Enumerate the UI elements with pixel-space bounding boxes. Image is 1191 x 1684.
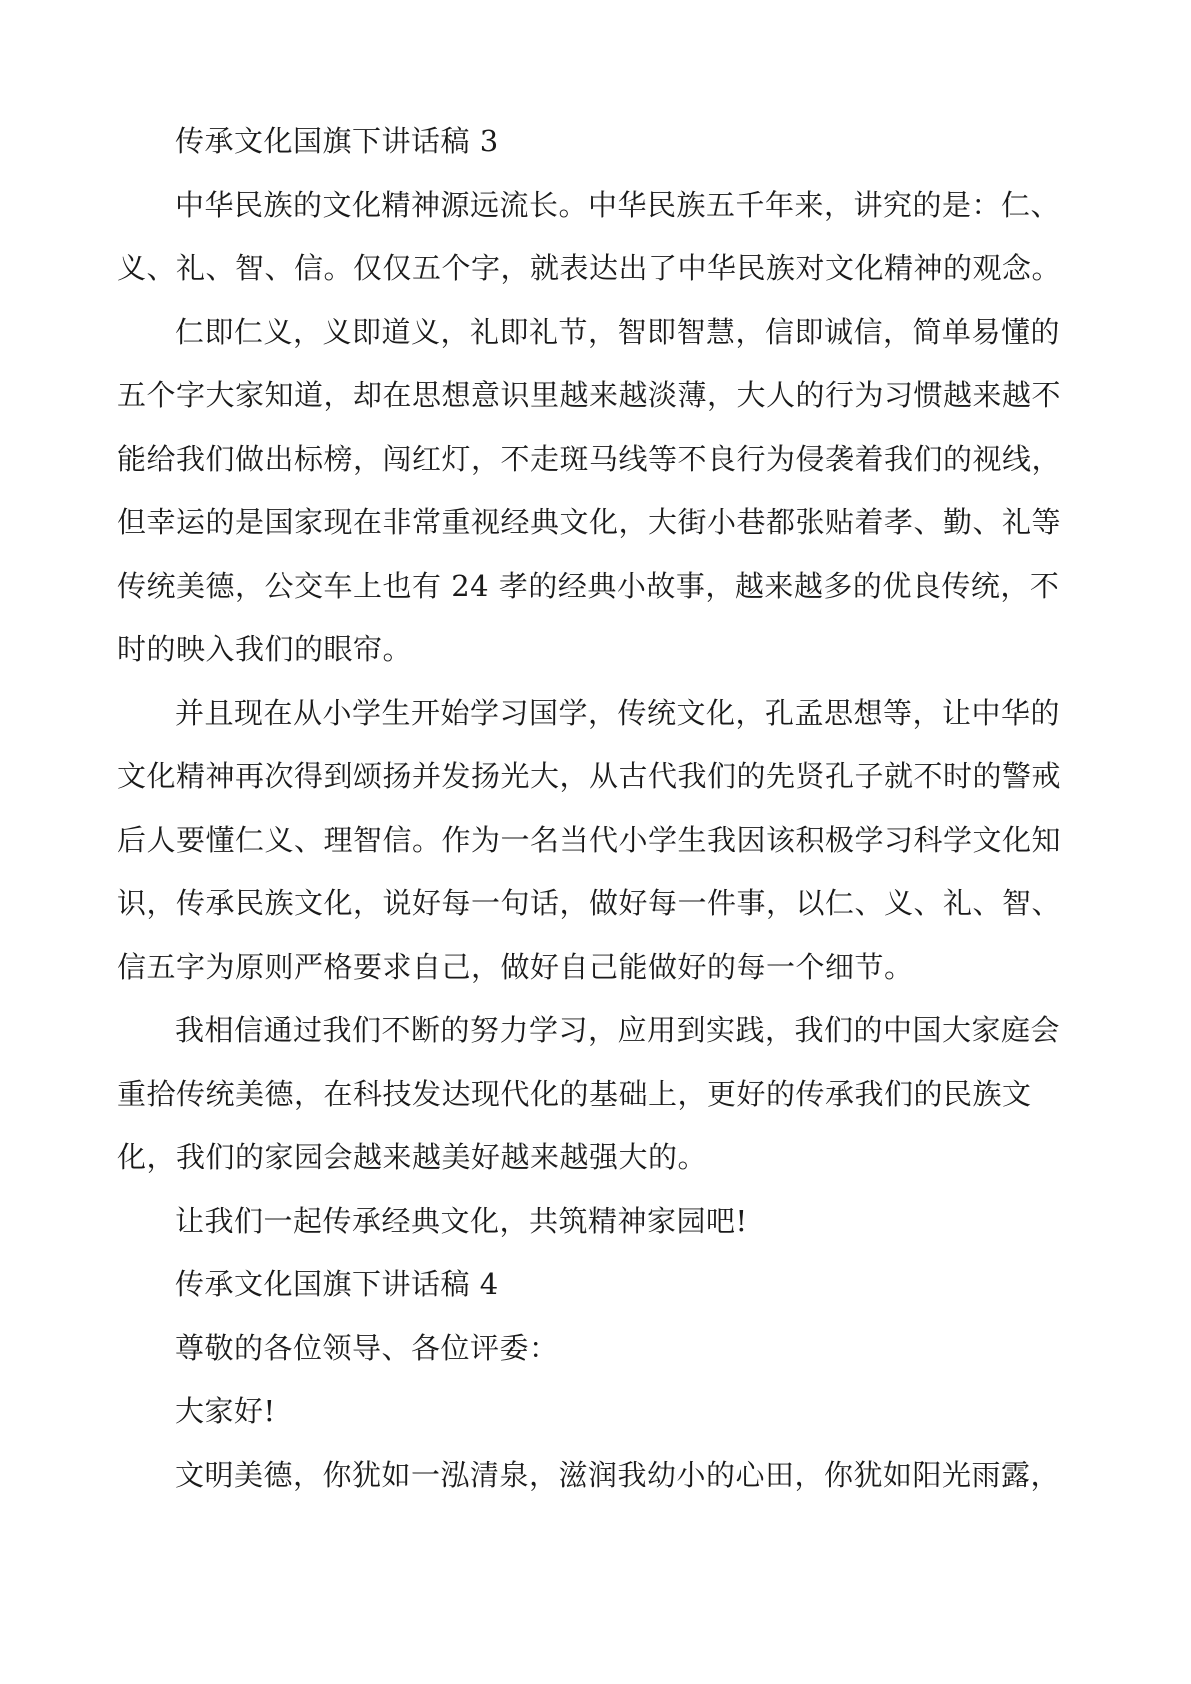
section-title-3: 传承文化国旗下讲话稿 3 <box>175 124 499 158</box>
salutation: 尊敬的各位领导、各位评委： <box>175 1330 559 1365</box>
paragraph-belief: 我相信通过我们不断的努力学习，应用到实践，我们的中国大家庭会 重拾传统美德，在科技发达现代化的基础上，更好的传承我们的民族文 化，我们的家园会越来越美好越来越强大的。 <box>117 1013 1061 1174</box>
paragraph-students-learning: 并且现在从小学生开始学习国学，传统文化，孔孟思想等，让中华的 文化精神再次得到颂扬并发扬光大，从古代我们的先贤孔子就不时的警戒 后人要懂仁义、理智信。作为一名当代小学生我因该积极学习科学文化知 识，传承民族文化，说好每一句话，做好每一件事，以仁、义、礼、智、 信五字为原则严格要求自己，做好自己能做好的每一个细节。 <box>117 695 1062 984</box>
document-body <box>117 110 1077 1507</box>
paragraph-call-to-action: 让我们一起传承经典文化，共筑精神家园吧! <box>175 1203 748 1238</box>
paragraph-five-virtues: 仁即仁义，义即道义，礼即礼节，智即智慧，信即诚信，简单易懂的 五个字大家知道，却在思想意识里越来越淡薄，大人的行为习惯越来越不 能给我们做出标榜，闯红灯，不走斑马线等不良行为侵袭着我们的视线， 但幸运的是国家现在非常重视经典文化，大街小巷都张贴着孝、勤、礼等 传统美德，公交车上也有 24 孝的经典小故事，越来越多的优良传统，不 时的映入我们的眼帘。 <box>117 314 1062 666</box>
section-title-4: 传承文化国旗下讲话稿 4 <box>175 1267 499 1301</box>
paragraph-cultural-spirit: 中华民族的文化精神源远流长。中华民族五千年来，讲究的是：仁、 义、礼、智、信。仅仅五个字，就表达出了中华民族对文化精神的观念。 <box>117 187 1062 285</box>
greeting: 大家好! <box>175 1394 276 1428</box>
paragraph-civilization: 文明美德，你犹如一泓清泉，滋润我幼小的心田，你犹如阳光雨露， <box>175 1457 1061 1492</box>
